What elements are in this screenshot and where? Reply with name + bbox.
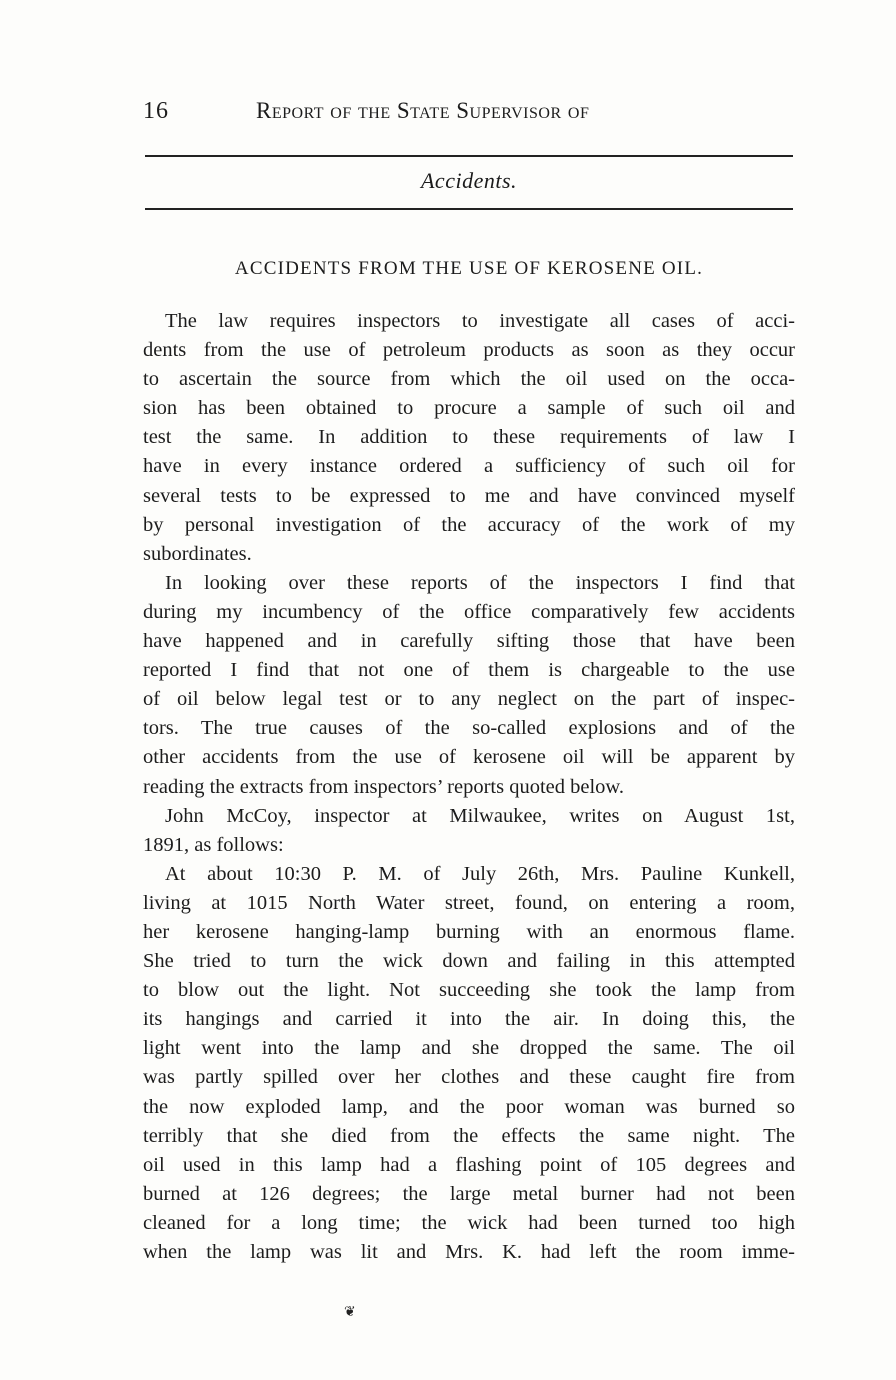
text-line: to blow out the light. Not succeeding she took the lamp from — [143, 979, 795, 1002]
text-line: of oil below legal test or to any neglect on the part of inspec- — [143, 688, 795, 711]
text-line: cleaned for a long time; the wick had been turned too high — [143, 1211, 795, 1234]
text-line: subordinates. — [143, 542, 252, 565]
body-text — [143, 307, 795, 1267]
text-line: test the same. In addition to these requirements of law I — [143, 426, 795, 449]
text-line: have happened and in carefully sifting those that have been — [143, 630, 795, 653]
text-line: her kerosene hanging-lamp burning with an enormous flame. — [143, 920, 795, 943]
footer-ornament: ❦ — [344, 1304, 356, 1320]
text-line: She tried to turn the wick down and failing in this attempted — [143, 950, 795, 973]
text-line: light went into the lamp and she dropped the same. The oil — [143, 1037, 795, 1060]
text-line: tors. The true causes of the so-called explosions and of the — [143, 717, 795, 740]
page-header — [143, 96, 793, 128]
text-line: dents from the use of petroleum products as soon as they occur — [143, 339, 795, 362]
text-line: terribly that she died from the effects the same night. The — [143, 1124, 795, 1147]
text-line: have in every instance ordered a sufficiency of such oil for — [143, 455, 795, 478]
text-line: to ascertain the source from which the oil used on the occa- — [143, 368, 795, 391]
text-line: reported I find that not one of them is chargeable to the use — [143, 659, 795, 682]
article-heading: ACCIDENTS FROM THE USE OF KEROSENE OIL. — [234, 258, 704, 279]
section-label: Accidents. — [420, 168, 518, 193]
text-line: its hangings and carried it into the air. In doing this, the — [143, 1008, 795, 1031]
text-line: In looking over these reports of the inspectors I find that — [165, 571, 795, 594]
header-rule-bottom — [145, 208, 793, 210]
text-line: reading the extracts from inspectors’ reports quoted below. — [143, 775, 625, 798]
text-line: when the lamp was lit and Mrs. K. had left the room imme- — [143, 1241, 795, 1263]
header-rule-top — [145, 155, 793, 157]
text-line: oil used in this lamp had a flashing point of 105 degrees and — [143, 1153, 795, 1176]
text-line: sion has been obtained to procure a sample of such oil and — [143, 397, 795, 420]
text-line: The law requires inspectors to investigate all cases of acci- — [165, 310, 795, 332]
text-line: 1891, as follows: — [143, 833, 284, 856]
text-line: living at 1015 North Water street, found, on entering a room, — [143, 891, 795, 914]
running-title: Report of the State Supervisor of — [256, 98, 590, 123]
text-line: John McCoy, inspector at Milwaukee, writes on August 1st, — [165, 804, 795, 827]
text-line: burned at 126 degrees; the large metal burner had not been — [143, 1182, 795, 1205]
text-line: during my incumbency of the office comparatively few accidents — [143, 600, 795, 623]
text-line: by personal investigation of the accuracy of the work of my — [143, 513, 795, 536]
page-number: 16 — [143, 98, 169, 124]
text-line: was partly spilled over her clothes and these caught fire from — [143, 1066, 795, 1089]
text-line: the now exploded lamp, and the poor woman was burned so — [143, 1095, 795, 1118]
text-line: several tests to be expressed to me and have convinced myself — [143, 484, 795, 507]
text-line: other accidents from the use of kerosene oil will be apparent by — [143, 746, 795, 769]
text-line: At about 10:30 P. M. of July 26th, Mrs. Pauline Kunkell, — [165, 862, 795, 885]
